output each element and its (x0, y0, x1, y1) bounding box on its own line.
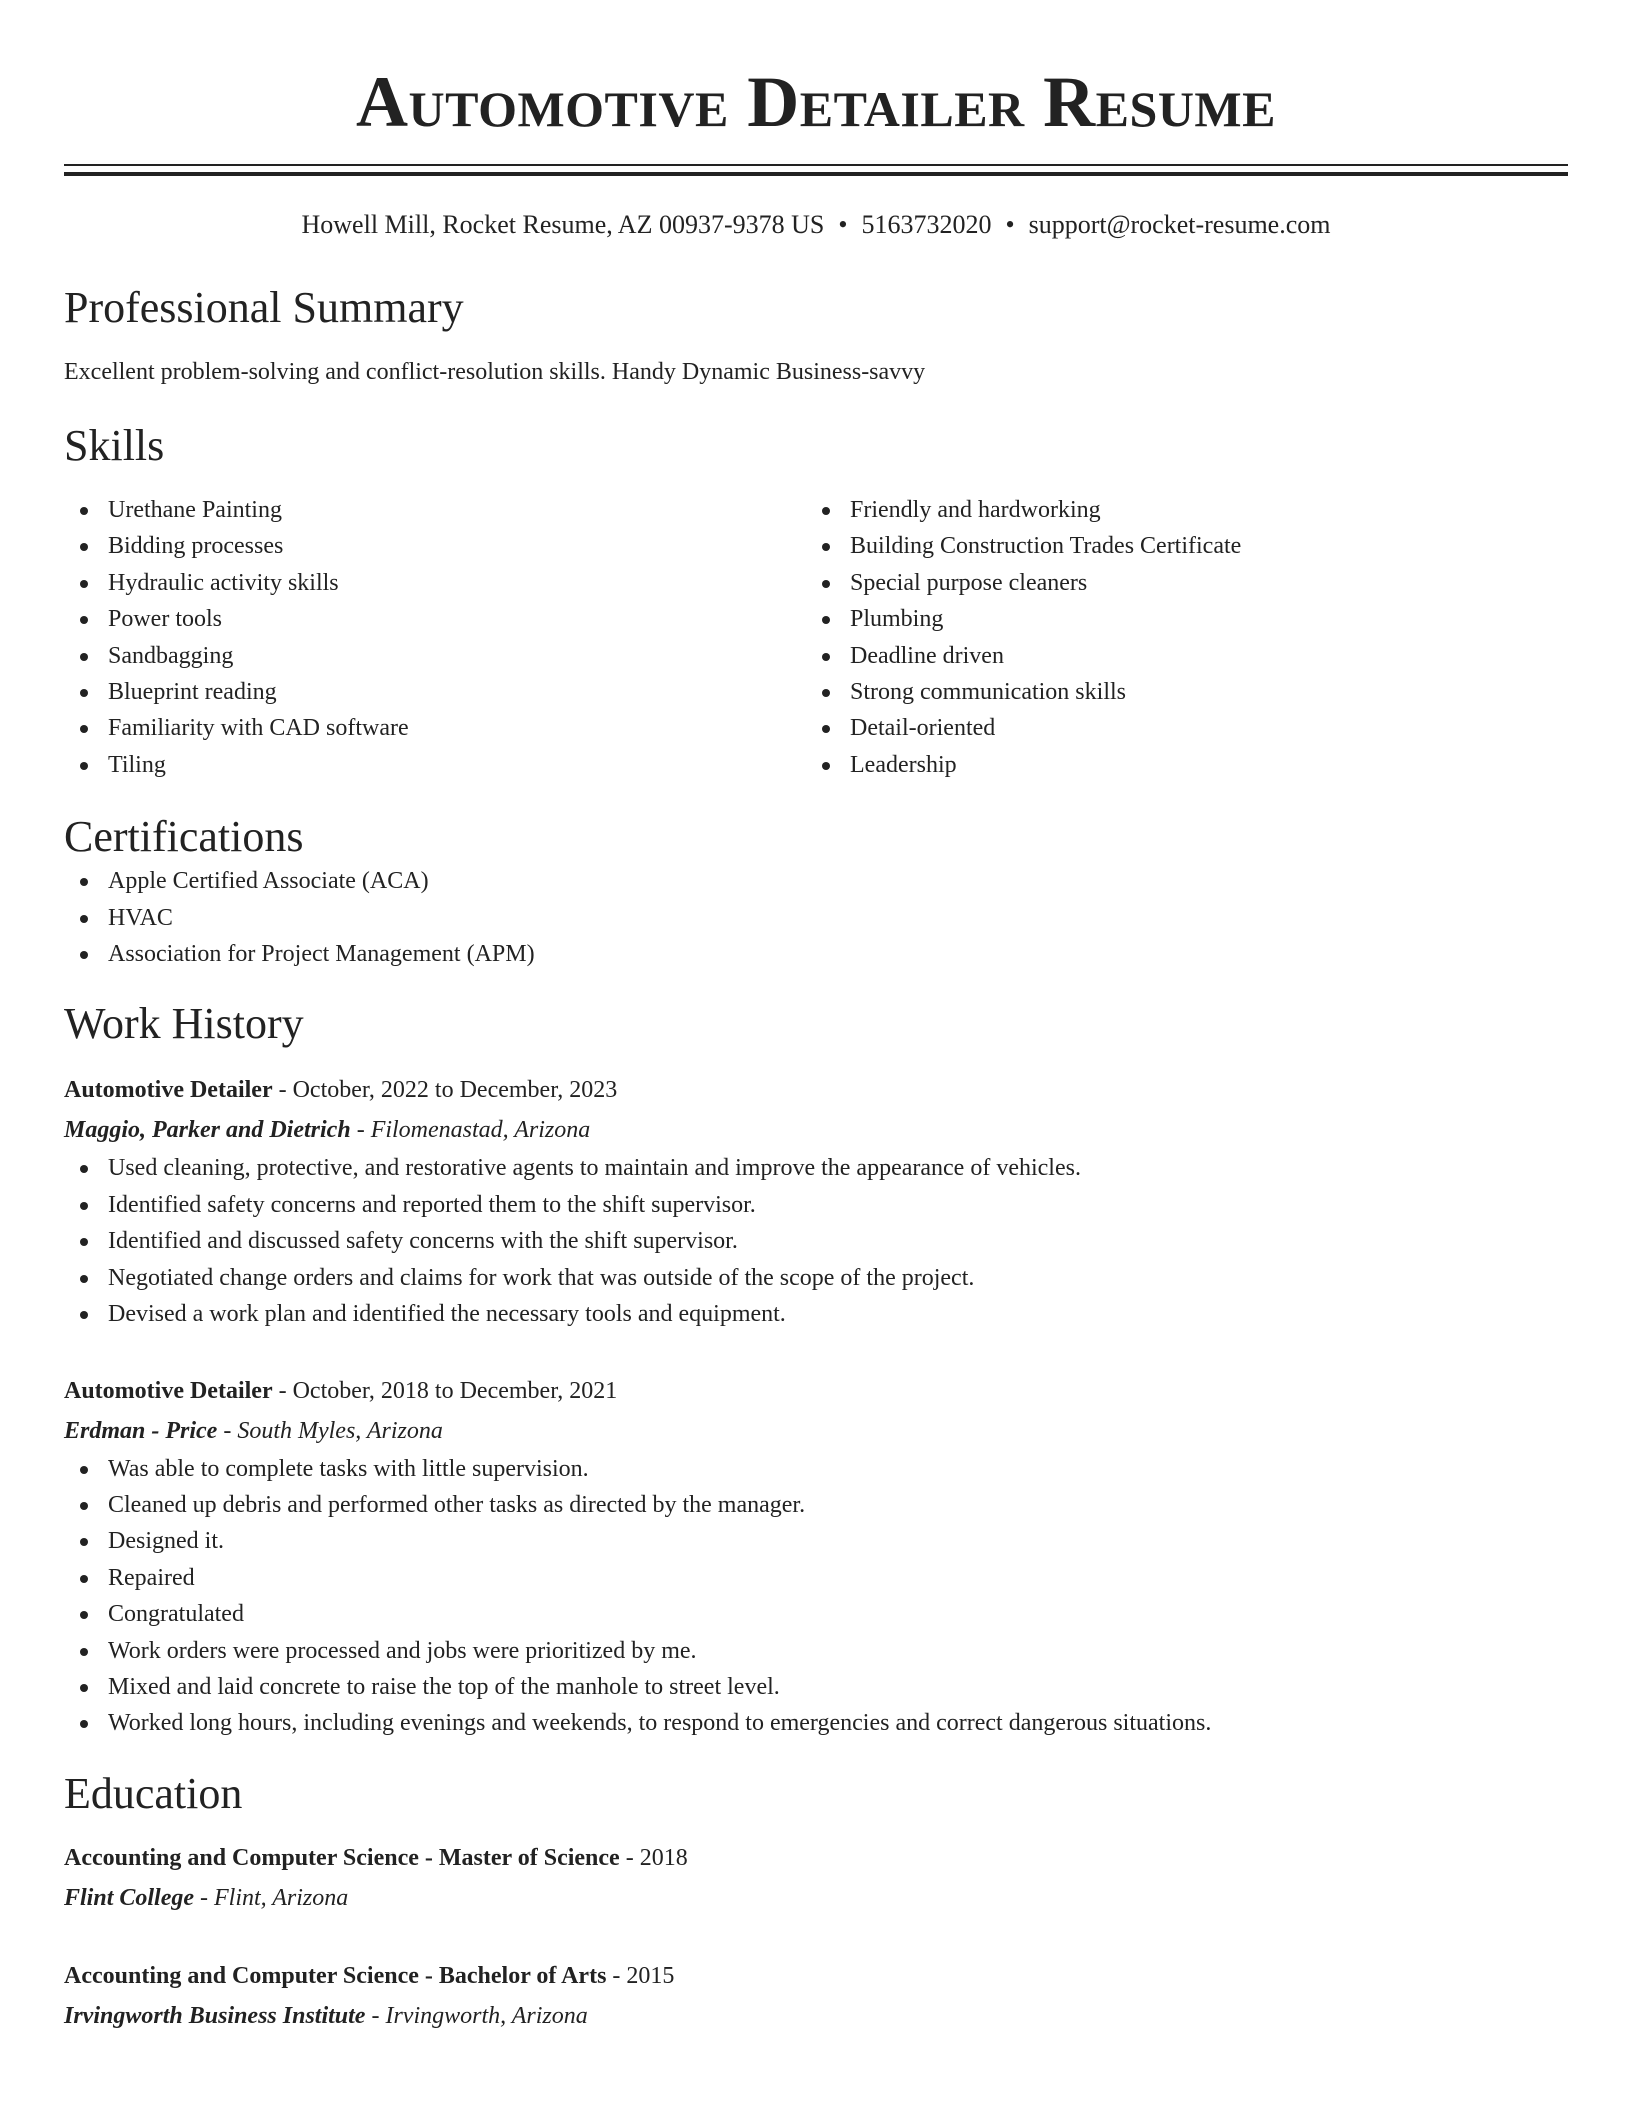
education-degree: Accounting and Computer Science - Master of Science (64, 1844, 620, 1871)
job-duty-item: Designed it. (64, 1523, 1568, 1559)
job-duty-item: Mixed and laid concrete to raise the top of the manhole to street level. (64, 1669, 1568, 1705)
education-header: Accounting and Computer Science - Bachelor of Arts - 2015 (64, 1962, 675, 1989)
education-entry (64, 1838, 1568, 1918)
skill-item: Bidding processes (64, 528, 806, 564)
skill-item: Power tools (64, 601, 806, 637)
skill-item: Urethane Painting (64, 492, 806, 528)
education-school: Flint College (64, 1884, 195, 1911)
job-employer: Erdman - Price - South Myles, Arizona (64, 1417, 443, 1444)
certification-item: HVAC (64, 900, 1568, 936)
skill-item: Leadership (806, 747, 1548, 783)
summary-heading: Professional Summary (64, 283, 464, 332)
job-duties-list (64, 1150, 1568, 1332)
job-location: Filomenastad, Arizona (370, 1117, 591, 1144)
job-dates: October, 2022 to December, 2023 (292, 1077, 618, 1104)
job-duty-item: Repaired (64, 1560, 1568, 1596)
title-rule-thin (64, 164, 1568, 166)
job-duty-item: Work orders were processed and jobs were prioritized by me. (64, 1633, 1568, 1669)
work-history-heading: Work History (64, 999, 304, 1049)
skill-item: Tiling (64, 747, 806, 783)
education-location: Irvingworth, Arizona (385, 2002, 588, 2029)
contact-separator: • (838, 210, 848, 239)
job-duty-item: Negotiated change orders and claims for work that was outside of the scope of the project. (64, 1260, 1568, 1296)
certification-item: Apple Certified Associate (ACA) (64, 863, 1568, 899)
job-header: Automotive Detailer - October, 2022 to December, 2023 (64, 1077, 618, 1104)
job-duty-item: Used cleaning, protective, and restorative agents to maintain and improve the appearance of vehicles. (64, 1150, 1568, 1186)
job-title: Automotive Detailer (64, 1077, 273, 1104)
certification-item: Association for Project Management (APM) (64, 936, 1568, 972)
skills-columns (64, 492, 1568, 783)
job-entry (64, 1371, 1568, 1742)
education-header: Accounting and Computer Science - Master of Science - 2018 (64, 1844, 688, 1871)
resume-title: Automotive Detailer Resume (356, 62, 1276, 142)
skill-item: Friendly and hardworking (806, 492, 1548, 528)
job-duty-item: Cleaned up debris and performed other tasks as directed by the manager. (64, 1487, 1568, 1523)
job-employer: Maggio, Parker and Dietrich - Filomenastad, Arizona (64, 1117, 591, 1144)
job-duty-item: Was able to complete tasks with little supervision. (64, 1451, 1568, 1487)
skills-heading: Skills (64, 421, 165, 470)
job-duty-item: Identified safety concerns and reported them to the shift supervisor. (64, 1187, 1568, 1223)
skill-item: Hydraulic activity skills (64, 565, 806, 601)
education-heading: Education (64, 1768, 243, 1818)
skill-item: Blueprint reading (64, 674, 806, 710)
education-school: Irvingworth Business Institute (64, 2002, 366, 2029)
skill-item: Sandbagging (64, 638, 806, 674)
education-year: 2015 (626, 1962, 675, 1989)
education-location: Flint, Arizona (214, 1884, 349, 1911)
education-institution: Irvingworth Business Institute - Irvingworth, Arizona (64, 2002, 588, 2029)
contact-line (64, 208, 1568, 242)
skill-item: Special purpose cleaners (806, 565, 1548, 601)
skill-item: Familiarity with CAD software (64, 710, 806, 746)
education-year: 2018 (639, 1844, 688, 1871)
job-duty-item: Congratulated (64, 1596, 1568, 1632)
skill-item: Plumbing (806, 601, 1548, 637)
certifications-list (64, 863, 1568, 972)
skill-item: Strong communication skills (806, 674, 1548, 710)
contact-separator: • (1005, 210, 1015, 239)
job-company: Erdman - Price (64, 1417, 218, 1444)
contact-email: support@rocket-resume.com (1028, 210, 1331, 239)
education-degree: Accounting and Computer Science - Bachelor of Arts (64, 1962, 607, 1989)
job-duty-item: Identified and discussed safety concerns with the shift supervisor. (64, 1223, 1568, 1259)
contact-address: Howell Mill, Rocket Resume, AZ 00937-9378 US (301, 210, 825, 239)
skills-column-right (806, 492, 1548, 783)
job-dates: October, 2018 to December, 2021 (292, 1377, 618, 1404)
job-duty-item: Worked long hours, including evenings and weekends, to respond to emergencies and correct dangerous situations. (64, 1705, 1568, 1741)
job-duties-list (64, 1451, 1568, 1742)
contact-phone: 5163732020 (861, 210, 992, 239)
skill-item: Detail-oriented (806, 710, 1548, 746)
job-location: South Myles, Arizona (237, 1417, 443, 1444)
summary-text: Excellent problem-solving and conflict-resolution skills. Handy Dynamic Business-savvy (64, 359, 926, 385)
certifications-heading: Certifications (64, 812, 304, 862)
job-header: Automotive Detailer - October, 2018 to December, 2021 (64, 1377, 618, 1404)
skills-column-left (64, 492, 806, 783)
education-institution: Flint College - Flint, Arizona (64, 1884, 349, 1911)
title-rule-thick (64, 172, 1568, 176)
job-company: Maggio, Parker and Dietrich (64, 1117, 351, 1144)
education-entry (64, 1956, 1568, 2036)
skill-item: Deadline driven (806, 638, 1548, 674)
job-duty-item: Devised a work plan and identified the necessary tools and equipment. (64, 1296, 1568, 1332)
job-entry (64, 1070, 1568, 1332)
job-title: Automotive Detailer (64, 1377, 273, 1404)
skill-item: Building Construction Trades Certificate (806, 528, 1548, 564)
